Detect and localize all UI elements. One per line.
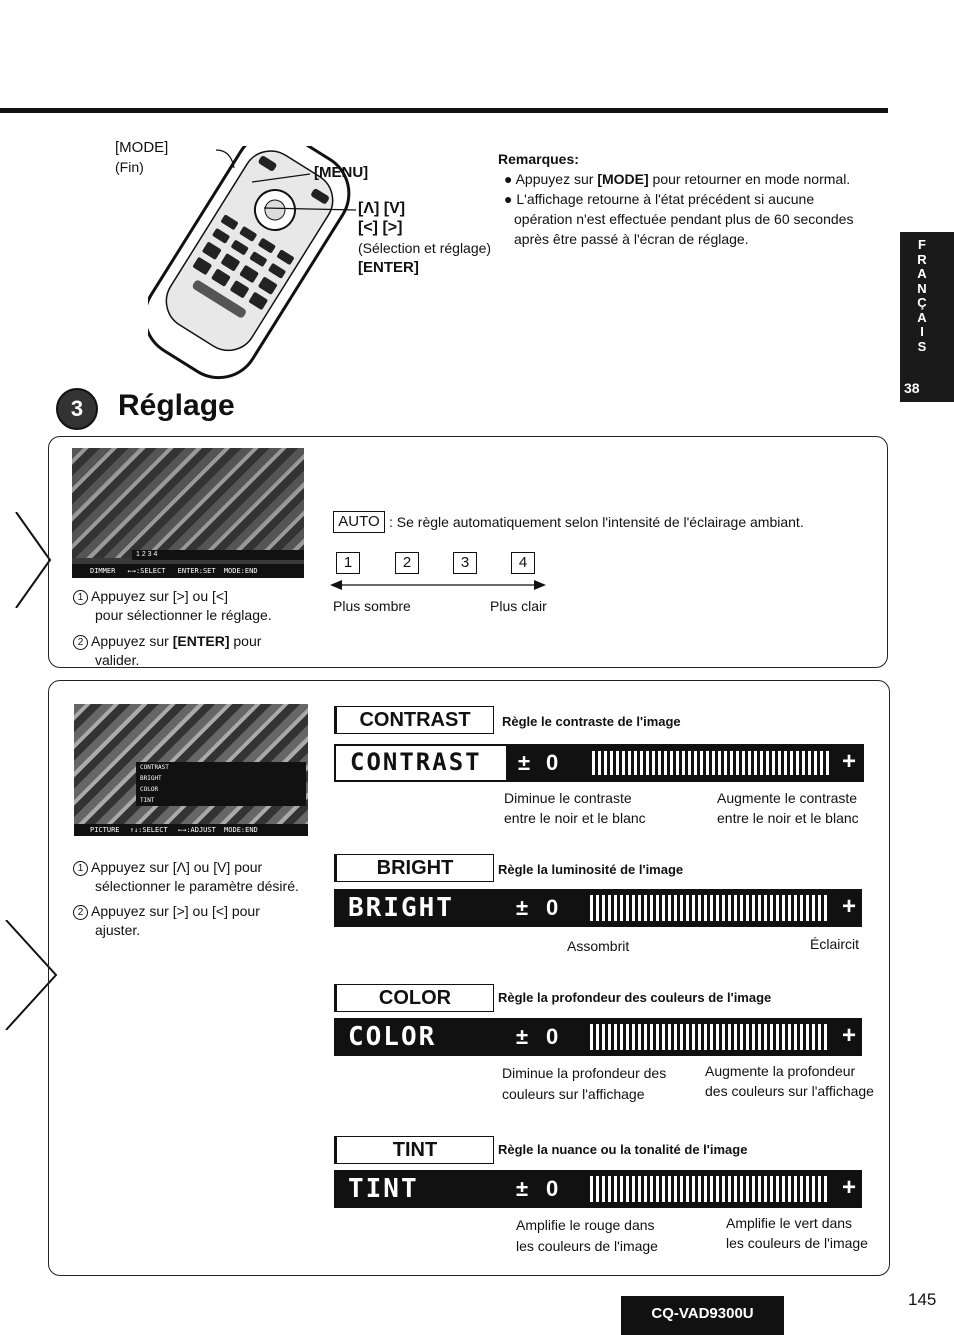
dimmer-step-1-cont: pour sélectionner le réglage. xyxy=(95,607,272,623)
bright-label: BRIGHT xyxy=(334,854,494,882)
contrast-right-desc: entre le noir et le blanc xyxy=(717,810,859,826)
auto-description: : Se règle automatiquement selon l'intensité de l'éclairage ambiant. xyxy=(389,514,804,530)
dimmer-level-4: 4 xyxy=(511,552,535,574)
selection-label: (Sélection et réglage) xyxy=(358,240,492,256)
side-tab-letter: S xyxy=(917,338,927,354)
side-tab-letter: A xyxy=(917,309,927,325)
color-right-desc: des couleurs sur l'affichage xyxy=(705,1083,874,1099)
picture-step-1: 1 Appuyez sur [Λ] ou [V] pour xyxy=(73,858,262,876)
menu-label: [MENU] xyxy=(314,164,369,181)
brighter-label: Plus clair xyxy=(490,598,547,614)
tint-left-desc: Amplifie le rouge dans xyxy=(516,1217,655,1233)
tint-scale xyxy=(590,1176,830,1202)
color-left-desc: couleurs sur l'affichage xyxy=(502,1086,645,1102)
side-tab-letter: R xyxy=(917,251,927,267)
mode-label: [MODE] xyxy=(115,139,169,156)
side-tab-letter: I xyxy=(920,324,924,339)
picture-step-1-cont: sélectionner le paramètre désiré. xyxy=(95,878,299,894)
remarques-title: Remarques: xyxy=(498,151,579,167)
dimmer-screen-menu: DIMMER xyxy=(90,567,116,575)
picture-screen-menu: PICTURE xyxy=(90,826,120,834)
contrast-left-desc: Diminue le contraste xyxy=(504,790,632,806)
picture-screen-row: COLOR xyxy=(140,786,159,793)
picture-screen-hint: ←→:ADJUST xyxy=(177,826,216,834)
tint-bar-name: TINT xyxy=(348,1174,419,1204)
dimmer-step-1: 1 Appuyez sur [>] ou [<] xyxy=(73,587,228,605)
dimmer-screen-hint: ←→:SELECT xyxy=(127,567,166,575)
color-left-desc: Diminue la profondeur des xyxy=(502,1065,667,1081)
color-plusminus: ± xyxy=(516,1024,529,1049)
dimmer-screen-photo xyxy=(72,448,304,578)
dimmer-screen-hint: MODE:END xyxy=(223,567,258,575)
contrast-bar: CONTRAST ± 0 + xyxy=(334,744,864,782)
picture-screen-hint: ↑↓:SELECT xyxy=(129,826,168,834)
tint-description: Règle la nuance ou la tonalité de l'image xyxy=(498,1142,748,1157)
color-right-desc: Augmente la profondeur xyxy=(705,1063,856,1079)
auto-label: AUTO xyxy=(333,511,385,533)
dimmer-level-1: 1 xyxy=(336,552,360,574)
tint-plusminus: ± xyxy=(516,1176,529,1201)
page-number: 145 xyxy=(908,1290,937,1309)
darker-brighter-arrow xyxy=(330,578,546,592)
bright-plusminus: ± xyxy=(516,895,529,920)
side-tab-letter: Ç xyxy=(917,295,927,310)
bright-bar-name: BRIGHT xyxy=(348,893,454,923)
contrast-scale xyxy=(592,751,832,775)
color-description: Règle la profondeur des couleurs de l'image xyxy=(498,990,772,1005)
language-side-tab xyxy=(900,232,954,402)
contrast-right-desc: Augmente le contraste xyxy=(717,790,858,806)
contrast-value: 0 xyxy=(546,750,559,775)
dimmer-level-2: 2 xyxy=(395,552,419,574)
color-label: COLOR xyxy=(334,984,494,1012)
arrow-lr-label: [<] [>] xyxy=(358,219,403,236)
picture-screen-row: CONTRAST xyxy=(140,764,169,771)
contrast-bar-name: CONTRAST xyxy=(350,748,482,776)
side-tab-letter: F xyxy=(918,237,926,252)
remarque-item-cont: après être passé à l'écran de réglage. xyxy=(514,231,749,247)
color-scale xyxy=(590,1024,830,1050)
dimmer-level-3: 3 xyxy=(453,552,477,574)
arrow-ud-label: [Λ] [V] xyxy=(358,200,406,217)
contrast-plusminus: ± xyxy=(518,750,531,775)
tint-label: TINT xyxy=(334,1136,494,1164)
color-value: 0 xyxy=(546,1024,559,1049)
model-badge: CQ-VAD9300U xyxy=(621,1296,784,1335)
remarque-item-cont: opération n'est effectuée pendant plus de 60 secondes xyxy=(514,211,854,227)
remote-control-illustration xyxy=(148,146,380,386)
fin-label: (Fin) xyxy=(115,159,144,175)
bright-value: 0 xyxy=(546,895,559,920)
contrast-left-desc: entre le noir et le blanc xyxy=(504,810,646,826)
top-rule xyxy=(0,108,888,113)
enter-label: [ENTER] xyxy=(358,259,419,276)
tint-right-desc: les couleurs de l'image xyxy=(726,1235,868,1251)
dimmer-step-2: 2 Appuyez sur [ENTER] pour xyxy=(73,632,261,650)
picture-screen-row: TINT xyxy=(140,797,155,804)
dimmer-screen-hint: ENTER:SET xyxy=(177,567,216,575)
dimmer-step-2-cont: valider. xyxy=(95,652,140,668)
picture-screen-row: BRIGHT xyxy=(140,775,162,782)
bright-bar: BRIGHT ± 0 + xyxy=(334,889,862,927)
remarque-item: ● Appuyez sur [MODE] pour retourner en mode normal. xyxy=(504,171,851,187)
contrast-label: CONTRAST xyxy=(334,706,494,734)
picture-screen-photo xyxy=(74,704,308,836)
tint-value: 0 xyxy=(546,1176,559,1201)
section-title: Réglage xyxy=(118,389,235,422)
tint-bar: TINT ± 0 + xyxy=(334,1170,862,1208)
side-tab-letter: N xyxy=(917,280,927,296)
side-tab-page: 38 xyxy=(904,380,920,396)
bright-left-desc: Assombrit xyxy=(567,938,630,954)
color-bar: COLOR ± 0 + xyxy=(334,1018,862,1056)
picture-screen-hint: MODE:END xyxy=(224,826,258,834)
tint-left-desc: les couleurs de l'image xyxy=(516,1238,658,1254)
bright-right-desc: Éclaircit xyxy=(810,936,860,952)
section-number-icon: 3 xyxy=(56,388,98,430)
side-tab-letter: A xyxy=(917,266,927,281)
color-bar-name: COLOR xyxy=(348,1022,437,1052)
darker-label: Plus sombre xyxy=(333,598,411,614)
bright-description: Règle la luminosité de l'image xyxy=(498,862,684,877)
picture-step-2-cont: ajuster. xyxy=(95,922,141,938)
bright-scale xyxy=(590,895,830,921)
dimmer-screen-values: 1 2 3 4 xyxy=(132,550,304,560)
contrast-description: Règle le contraste de l'image xyxy=(502,714,681,729)
remarque-item: ● L'affichage retourne à l'état précédent si aucune xyxy=(504,191,815,207)
picture-step-2: 2 Appuyez sur [>] ou [<] pour xyxy=(73,902,260,920)
tint-right-desc: Amplifie le vert dans xyxy=(726,1215,853,1231)
